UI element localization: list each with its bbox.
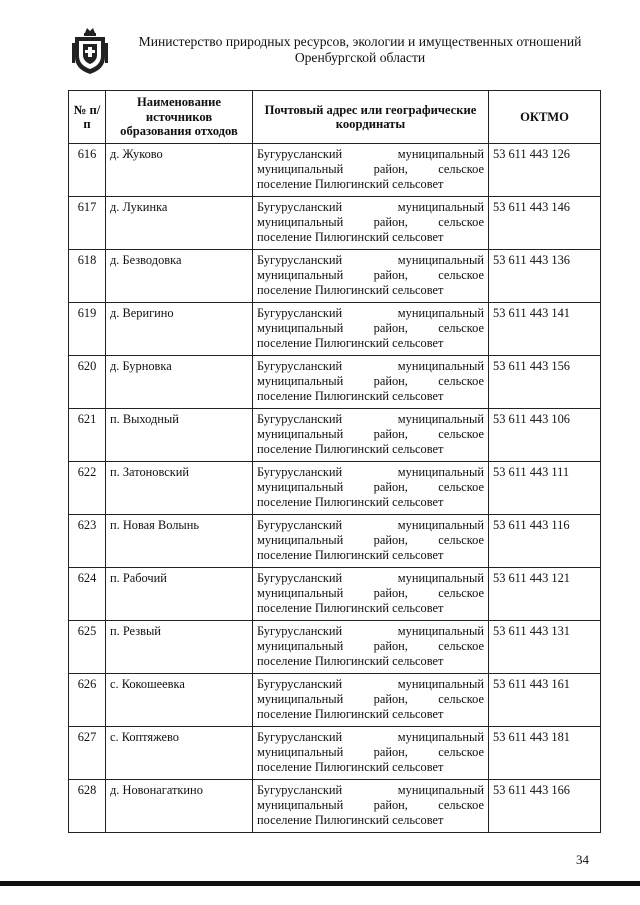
- postal-address: Бугурусланский муниципальный муниципальный район, сельское поселение Пилюгинский сельсовет: [253, 197, 489, 250]
- source-name: с. Коптяжево: [106, 727, 253, 780]
- table-row: [69, 674, 601, 727]
- table-row: [69, 462, 601, 515]
- source-name: д. Безводовка: [106, 250, 253, 303]
- row-number: 623: [69, 515, 106, 568]
- table-header-row: [69, 91, 601, 144]
- row-number: 622: [69, 462, 106, 515]
- source-name: д. Веригино: [106, 303, 253, 356]
- oktmo-code: 53 611 443 141: [489, 303, 601, 356]
- postal-address: Бугурусланский муниципальный муниципальный район, сельское поселение Пилюгинский сельсовет: [253, 621, 489, 674]
- oktmo-code: 53 611 443 106: [489, 409, 601, 462]
- source-name: д. Лукинка: [106, 197, 253, 250]
- postal-address: Бугурусланский муниципальный муниципальный район, сельское поселение Пилюгинский сельсовет: [253, 144, 489, 197]
- table-row: [69, 356, 601, 409]
- table-row: [69, 727, 601, 780]
- column-header-number: № п/п: [69, 91, 106, 144]
- oktmo-code: 53 611 443 156: [489, 356, 601, 409]
- row-number: 616: [69, 144, 106, 197]
- page-number: 34: [576, 852, 589, 867]
- source-name: п. Новая Волынь: [106, 515, 253, 568]
- oktmo-code: 53 611 443 166: [489, 780, 601, 833]
- row-number: 618: [69, 250, 106, 303]
- postal-address: Бугурусланский муниципальный муниципальный район, сельское поселение Пилюгинский сельсовет: [253, 674, 489, 727]
- source-name: д. Бурновка: [106, 356, 253, 409]
- oktmo-code: 53 611 443 126: [489, 144, 601, 197]
- source-name: п. Рабочий: [106, 568, 253, 621]
- table-body: [69, 144, 601, 833]
- footer-divider: [0, 881, 640, 886]
- postal-address: Бугурусланский муниципальный муниципальный район, сельское поселение Пилюгинский сельсовет: [253, 303, 489, 356]
- table-row: [69, 621, 601, 674]
- row-number: 625: [69, 621, 106, 674]
- row-number: 626: [69, 674, 106, 727]
- region-name: Оренбургской области: [294, 50, 426, 65]
- row-number: 621: [69, 409, 106, 462]
- row-number: 628: [69, 780, 106, 833]
- column-header-name: Наименование источников образования отходов: [106, 91, 253, 144]
- oktmo-code: 53 611 443 136: [489, 250, 601, 303]
- ministry-name: Министерство природных ресурсов, экологии и имущественных отношений: [138, 34, 582, 49]
- postal-address: Бугурусланский муниципальный муниципальный район, сельское поселение Пилюгинский сельсовет: [253, 462, 489, 515]
- table-row: [69, 568, 601, 621]
- table-row: [69, 780, 601, 833]
- postal-address: Бугурусланский муниципальный муниципальный район, сельское поселение Пилюгинский сельсовет: [253, 727, 489, 780]
- row-number: 617: [69, 197, 106, 250]
- waste-sources-table: [68, 90, 601, 833]
- document-header: [120, 34, 600, 66]
- source-name: д. Новонагаткино: [106, 780, 253, 833]
- oktmo-code: 53 611 443 116: [489, 515, 601, 568]
- source-name: д. Жуково: [106, 144, 253, 197]
- coat-of-arms-icon: [71, 27, 109, 75]
- oktmo-code: 53 611 443 111: [489, 462, 601, 515]
- source-name: п. Резвый: [106, 621, 253, 674]
- oktmo-code: 53 611 443 181: [489, 727, 601, 780]
- oktmo-code: 53 611 443 131: [489, 621, 601, 674]
- postal-address: Бугурусланский муниципальный муниципальный район, сельское поселение Пилюгинский сельсовет: [253, 780, 489, 833]
- table-row: [69, 303, 601, 356]
- source-name: п. Затоновский: [106, 462, 253, 515]
- source-name: п. Выходный: [106, 409, 253, 462]
- source-name: с. Кокошеевка: [106, 674, 253, 727]
- table-row: [69, 409, 601, 462]
- row-number: 620: [69, 356, 106, 409]
- table-row: [69, 197, 601, 250]
- postal-address: Бугурусланский муниципальный муниципальный район, сельское поселение Пилюгинский сельсовет: [253, 515, 489, 568]
- postal-address: Бугурусланский муниципальный муниципальный район, сельское поселение Пилюгинский сельсовет: [253, 568, 489, 621]
- oktmo-code: 53 611 443 146: [489, 197, 601, 250]
- oktmo-code: 53 611 443 161: [489, 674, 601, 727]
- oktmo-code: 53 611 443 121: [489, 568, 601, 621]
- table-row: [69, 515, 601, 568]
- postal-address: Бугурусланский муниципальный муниципальный район, сельское поселение Пилюгинский сельсовет: [253, 409, 489, 462]
- column-header-address: Почтовый адрес или географические координаты: [253, 91, 489, 144]
- table-row: [69, 144, 601, 197]
- table-row: [69, 250, 601, 303]
- row-number: 627: [69, 727, 106, 780]
- row-number: 624: [69, 568, 106, 621]
- column-header-oktmo: ОКТМО: [489, 91, 601, 144]
- postal-address: Бугурусланский муниципальный муниципальный район, сельское поселение Пилюгинский сельсовет: [253, 250, 489, 303]
- postal-address: Бугурусланский муниципальный муниципальный район, сельское поселение Пилюгинский сельсовет: [253, 356, 489, 409]
- row-number: 619: [69, 303, 106, 356]
